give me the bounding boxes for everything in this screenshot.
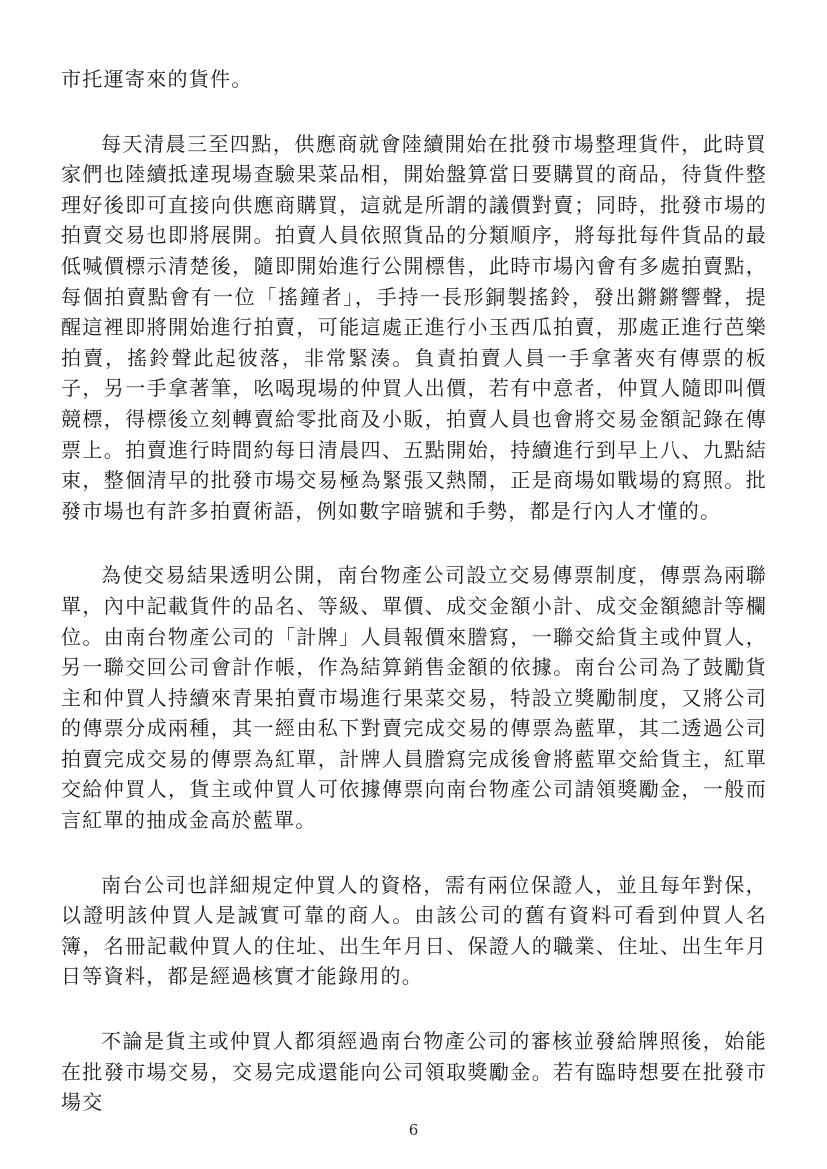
body-paragraph-auction-process: 每天清晨三至四點，供應商就會陸續開始在批發市場整理貨件，此時買家們也陸續抵達現場查驗果菜品相，開始盤算當日要購買的商品，待貨件整理好後即可直接向供應商購買，這就是所謂的議價對賣；同時，批發市場的拍賣交易也即將展開。拍賣人員依照貨品的分類順序，將每批每件貨品的最低喊價標示清楚後，隨即開始進行公開標售，此時市場內會有多處拍賣點，每個拍賣點會有一位「搖鐘者」，手持一長形銅製搖鈴，發出鏘鏘響聲，提醒這裡即將開始進行拍賣，可能這處正進行小玉西瓜拍賣，那處正進行芭樂拍賣，搖鈴聲此起彼落，非常緊湊。負責拍賣人員一手拿著夾有傳票的板子，另一手拿著筆，吆喝現場的仲買人出價，若有中意者，仲買人隨即叫價競標，得標後立刻轉賣給零批商及小販，拍賣人員也會將交易金額記錄在傳票上。拍賣進行時間約每日清晨四、五點開始，持續進行到早上八、九點結束，整個清早的批發市場交易極為緊張又熱鬧，正是商場如戰場的寫照。批發市場也有許多拍賣術語，例如數字暗號和手勢，都是行內人才懂的。: [61, 131, 767, 523]
body-paragraph-broker-qualification: 南台公司也詳細規定仲買人的資格，需有兩位保證人，並且每年對保，以證明該仲買人是誠實可靠的商人。由該公司的舊有資料可看到仲買人名簿，名冊記載仲買人的住址、出生年月日、保證人的職業、住址、出生年月日等資料，都是經過核實才能錄用的。: [61, 872, 767, 989]
document-body: [61, 64, 767, 1118]
body-paragraph-license-requirement: 不論是貨主或仲買人都須經過南台物產公司的審核並發給牌照後，始能在批發市場交易，交易完成還能向公司領取獎勵金。若有臨時想要在批發市場交: [61, 1029, 767, 1115]
page-number: 6: [408, 1121, 419, 1139]
body-paragraph-continuation: 市托運寄來的貨件。: [61, 67, 253, 91]
body-paragraph-ticket-system: 為使交易結果透明公開，南台物產公司設立交易傳票制度，傳票為兩聯單，內中記載貨件的品名、等級、單價、成交金額小計、成交金額總計等欄位。由南台物產公司的「計牌」人員報價來謄寫，一聯交給貨主或仲買人，另一聯交回公司會計作帳，作為結算銷售金額的依據。南台公司為了鼓勵貨主和仲買人持續來青果拍賣市場進行果菜交易，特設立獎勵制度，又將公司的傳票分成兩種，其一經由私下對賣完成交易的傳票為藍單，其二透過公司拍賣完成交易的傳票為紅單，計牌人員謄寫完成後會將藍單交給貨主，紅單交給仲買人，貨主或仲買人可依據傳票向南台物產公司請領獎勵金，一般而言紅單的抽成金高於藍單。: [61, 563, 767, 833]
